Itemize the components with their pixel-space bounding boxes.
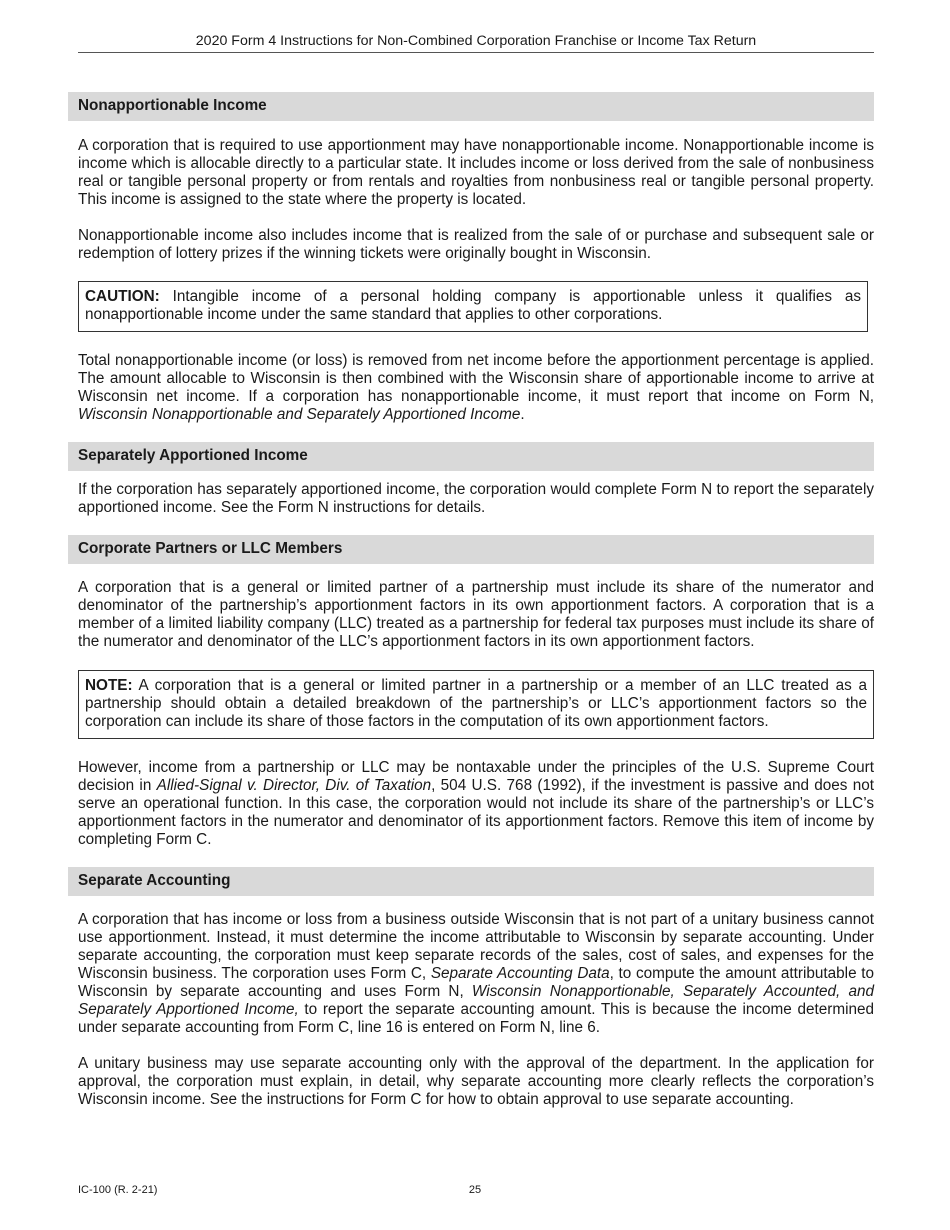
- page-number: 25: [468, 1184, 482, 1196]
- case-name: Allied-Signal v. Director, Div. of Taxation: [156, 777, 432, 794]
- form-title: Wisconsin Nonapportionable, Separately Accounted, and Separately Apportioned Income,: [78, 983, 874, 1018]
- paragraph: [78, 911, 874, 1037]
- caution-box: [78, 281, 868, 332]
- text: to report the separate accounting amount. This is because the income determined under separate accounting from Form C, line 16 is entered on Form N, line 6.: [78, 1001, 874, 1036]
- document-body: [78, 92, 874, 1109]
- caution-text: Intangible income of a personal holding company is apportionable unless it qualifies as nonapportionable income under the same standard that applies to other corporations.: [85, 288, 861, 323]
- section-title-nonapportionable: Nonapportionable Income: [68, 92, 874, 121]
- note-label: NOTE:: [85, 677, 133, 694]
- form-title: Wisconsin Nonapportionable and Separately Apportioned Income: [78, 406, 521, 423]
- paragraph: If the corporation has separately apportioned income, the corporation would complete Form N to report the separately apportioned income. See the Form N instructions for details.: [78, 481, 874, 516]
- text: , to compute the amount attributable to Wisconsin by separate accounting and uses Form N,: [78, 965, 874, 1000]
- text: .: [520, 406, 525, 423]
- paragraph: [78, 759, 874, 849]
- section-title-separate-accounting: Separate Accounting: [68, 867, 874, 896]
- page-header: 2020 Form 4 Instructions for Non-Combined Corporation Franchise or Income Tax Return: [78, 32, 874, 53]
- paragraph: A unitary business may use separate accounting only with the approval of the department. In the application for approval, the corporation must explain, in detail, why separate accounting more clearly reflects the corporation’s Wisconsin income. See the instructions for Form C for how to obtain approval to use separate accounting.: [78, 1055, 874, 1108]
- caution-label: CAUTION:: [85, 288, 160, 305]
- section-title-separately-apportioned: Separately Apportioned Income: [68, 442, 874, 471]
- text: Total nonapportionable income (or loss) is removed from net income before the apportionment percentage is applied. The amount allocable to Wisconsin is then combined with the Wisconsin share of apportionable income to arrive at Wisconsin net income. If a corporation has nonapportionable income, it must report that income on Form N,: [78, 352, 874, 405]
- text: , 504 U.S. 768 (1992), if the investment is passive and does not serve an operational function. In this case, the corporation would not include its share of the partnership’s or LLC’s apportionment factors in the numerator and denominator of its apportionment factors. Remove this item of income by completing Form C.: [78, 777, 874, 848]
- paragraph: A corporation that is required to use apportionment may have nonapportionable income. Nonapportionable income is income which is allocable directly to a particular state. It includes income or loss derived from the sale of nonbusiness real or tangible personal property or from rentals and royalties from nonbusiness real or tangible personal property. This income is assigned to the state where the property is located.: [78, 137, 874, 208]
- section-title-partners: Corporate Partners or LLC Members: [68, 535, 874, 564]
- paragraph: Nonapportionable income also includes income that is realized from the sale of or purchase and subsequent sale or redemption of lottery prizes if the winning tickets were originally bought in Wisconsin.: [78, 227, 874, 262]
- form-title: Separate Accounting Data: [430, 965, 610, 982]
- note-box: [78, 670, 874, 739]
- text: A corporation that has income or loss from a business outside Wisconsin that is not part of a unitary business cannot use apportionment. Instead, it must determine the income attributable to Wisconsin by separate accounting. Under separate accounting, the corporation must keep separate records of the sales, cost of sales, and expenses for the Wisconsin business. The corporation uses Form C,: [78, 911, 874, 982]
- form-id: IC-100 (R. 2-21): [78, 1184, 158, 1196]
- paragraph: [78, 352, 874, 424]
- text: However, income from a partnership or LLC may be nontaxable under the principles of the U.S. Supreme Court decision in: [78, 759, 874, 794]
- paragraph: A corporation that is a general or limited partner of a partnership must include its share of the numerator and denominator of the partnership’s apportionment factors in its own apportionment factors. A corporation that is a member of a limited liability company (LLC) treated as a partnership for federal tax purposes must include its share of the numerator and denominator of the LLC’s apportionment factors in its own apportionment factors.: [78, 579, 874, 650]
- note-text: A corporation that is a general or limited partner in a partnership or a member of an LLC treated as a partnership should obtain a detailed breakdown of the partnership’s or LLC’s apportionment factors so the corporation can include its share of those factors in the computation of its own apportionment factors.: [85, 677, 867, 730]
